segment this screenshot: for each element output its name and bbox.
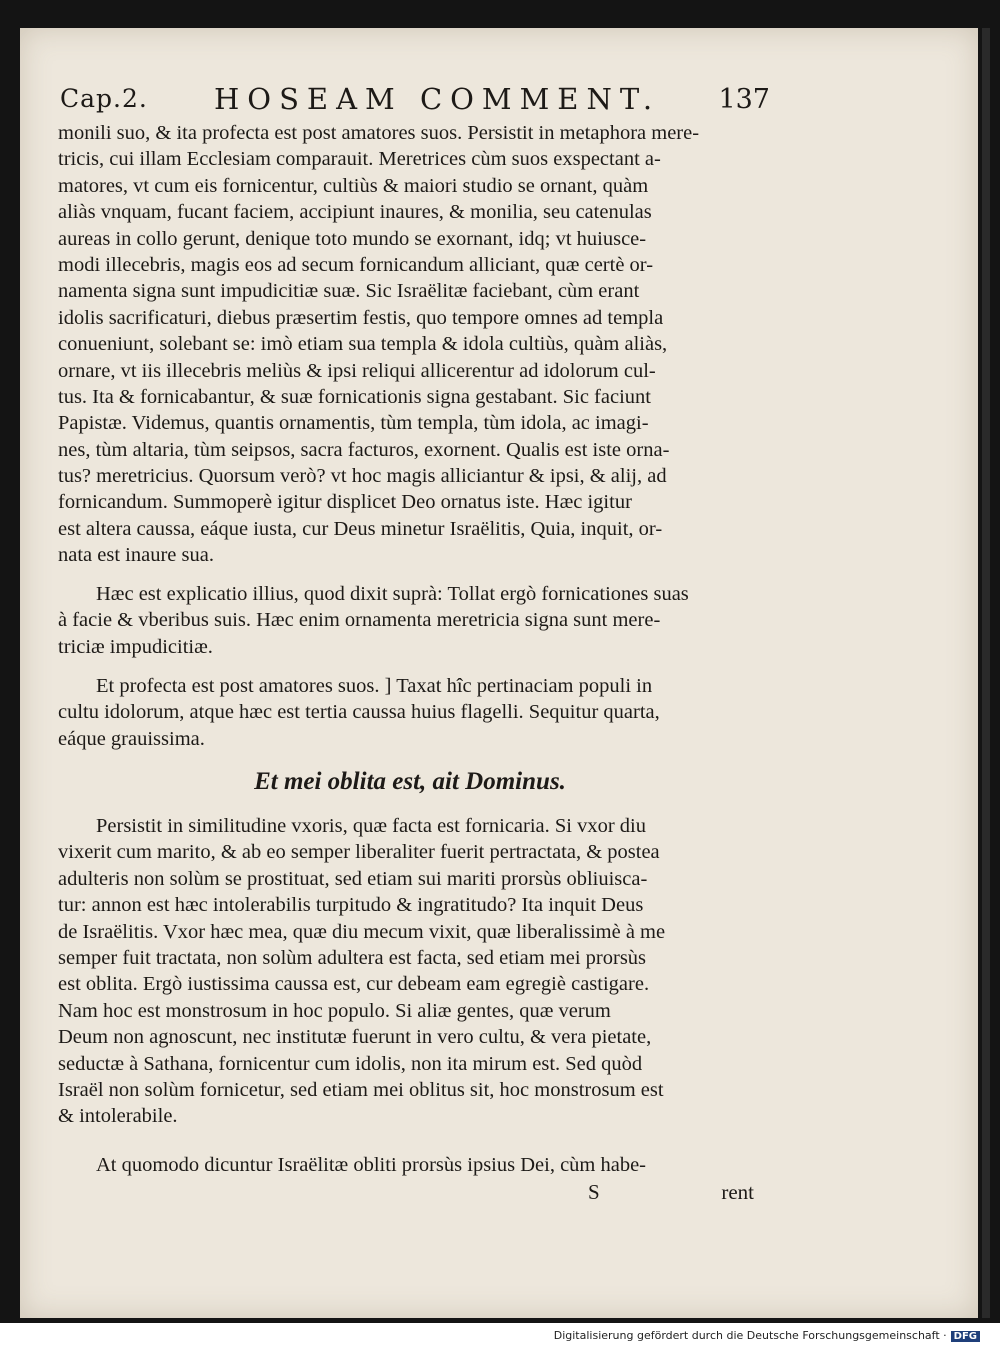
paragraph-3 (58, 673, 758, 752)
text-line: eáque grauissima. (58, 727, 205, 750)
text-line: aliàs vnquam, fucant faciem, accipiunt inaures, & monilia, seu catenulas (58, 201, 652, 224)
text-line: à facie & vberibus suis. Hæc enim ornamenta meretricia signa sunt mere- (58, 609, 661, 632)
section-heading: Et mei oblita est, ait Dominus. (254, 768, 566, 795)
text-line: Israël non solùm fornicetur, sed etiam mei oblitus sit, hoc monstrosum est (58, 1078, 664, 1101)
text-line: Hæc est explicatio illius, quod dixit suprà: Tollat ergò fornicationes suas (96, 583, 689, 605)
text-line: At quomodo dicuntur Israëlitæ obliti prorsùs ipsius Dei, cùm habe- (96, 1154, 647, 1176)
text-line: ornare, vt iis illecebris meliùs & ipsi reliqui allicerentur ad idolorum cul- (58, 359, 656, 382)
catchword: rent (721, 1180, 754, 1204)
text-line: aureas in collo gerunt, denique toto mundo se exornant, idq; vt huiusce- (58, 227, 647, 250)
text-line: Nam hoc est monstrosum in hoc populo. Si aliæ gentes, quæ verum (58, 999, 611, 1022)
signature-mark: S (588, 1180, 600, 1204)
text-line: tus. Ita & fornicabantur, & suæ fornicationis signa gestabant. Sic faciunt (58, 385, 651, 408)
page-number: 137 (718, 84, 770, 115)
text-line: Et profecta est post amatores suos. ] Taxat hîc pertinaciam populi in (96, 675, 653, 697)
dfg-logo: DFG (951, 1331, 980, 1342)
text-line: nata est inaure sua. (58, 544, 214, 567)
text-line: Papistæ. Videmus, quantis ornamentis, tùm templa, tùm idola, ac imagi- (58, 412, 649, 435)
text-line: fornicandum. Summoperè igitur displicet Deo ornatus iste. Hæc igitur (58, 491, 632, 514)
text-line: Persistit in similitudine vxoris, quæ facta est fornicaria. Si vxor diu (96, 815, 647, 837)
text-line: vixerit cum marito, & ab eo semper liberaliter fuerit pertractata, & postea (58, 841, 660, 864)
text-line: modi illecebris, magis eos ad secum fornicandum alliciant, quæ certè or- (58, 253, 654, 276)
footer-text: Digitalisierung gefördert durch die Deutsche Forschungsgemeinschaft · (553, 1329, 947, 1342)
text-line: triciæ impudicitiæ. (58, 635, 213, 658)
running-header (60, 84, 770, 124)
text-line: & intolerabile. (58, 1105, 178, 1128)
page-edge (982, 28, 990, 1318)
text-line: matores, vt cum eis fornicentur, cultiùs & maiori studio se ornant, quàm (58, 174, 649, 197)
text-line: semper fuit tractata, non solùm adultera est facta, sed etiam mei prorsùs (58, 946, 647, 969)
text-line: idolis sacrificaturi, diebus præsertim festis, quo tempore omnes ad templa (58, 306, 664, 329)
text-line: est altera caussa, eáque iusta, cur Deus minetur Israëlitis, Quia, inquit, or- (58, 517, 663, 540)
text-line: seductæ à Sathana, fornicentur cum idolis, non ita mirum est. Sed quòd (58, 1052, 643, 1075)
text-line: de Israëlitis. Vxor hæc mea, quæ diu mecum vixit, quæ liberalissimè à me (58, 920, 666, 943)
paragraph-2 (58, 581, 758, 660)
text-line: est oblita. Ergò iustissima caussa est, cur debeam eam egregiè castigare. (58, 973, 650, 996)
text-line: nes, tùm altaria, tùm seipsos, sacra facturos, exornent. Qualis est iste orna- (58, 438, 670, 461)
text-line: conueniunt, solebant se: imò etiam sua templa & idola cultiùs, quàm aliàs, (58, 333, 668, 356)
paragraph-1 (58, 120, 758, 569)
digitization-footer (554, 1329, 980, 1342)
running-title: HOSEAM COMMENT. (214, 82, 661, 116)
paragraph-5 (58, 1152, 758, 1178)
paragraph-4 (58, 813, 758, 1130)
text-line: monili suo, & ita profecta est post amatores suos. Persistit in metaphora mere- (58, 122, 700, 144)
chapter-label: Cap.2. (60, 84, 148, 113)
text-line: tricis, cui illam Ecclesiam comparauit. Meretrices cùm suos exspectant a- (58, 148, 661, 171)
text-line: adulteris non solùm se prostituat, sed etiam sui mariti prorsùs obliuisca- (58, 867, 648, 890)
page-foot (58, 1180, 758, 1208)
text-line: tus? meretricius. Quorsum verò? vt hoc magis alliciantur & ipsi, & alij, ad (58, 465, 667, 488)
text-line: tur: annon est hæc intolerabilis turpitudo & ingratitudo? Ita inquit Deus (58, 894, 644, 917)
text-line: cultu idolorum, atque hæc est tertia caussa huius flagelli. Sequitur quarta, (58, 701, 660, 724)
text-line: namenta signa sunt impudicitiæ suæ. Sic Israëlitæ faciebant, cùm erant (58, 280, 640, 303)
text-line: Deum non agnoscunt, nec institutæ fuerunt in vero cultu, & vera pietate, (58, 1026, 652, 1049)
